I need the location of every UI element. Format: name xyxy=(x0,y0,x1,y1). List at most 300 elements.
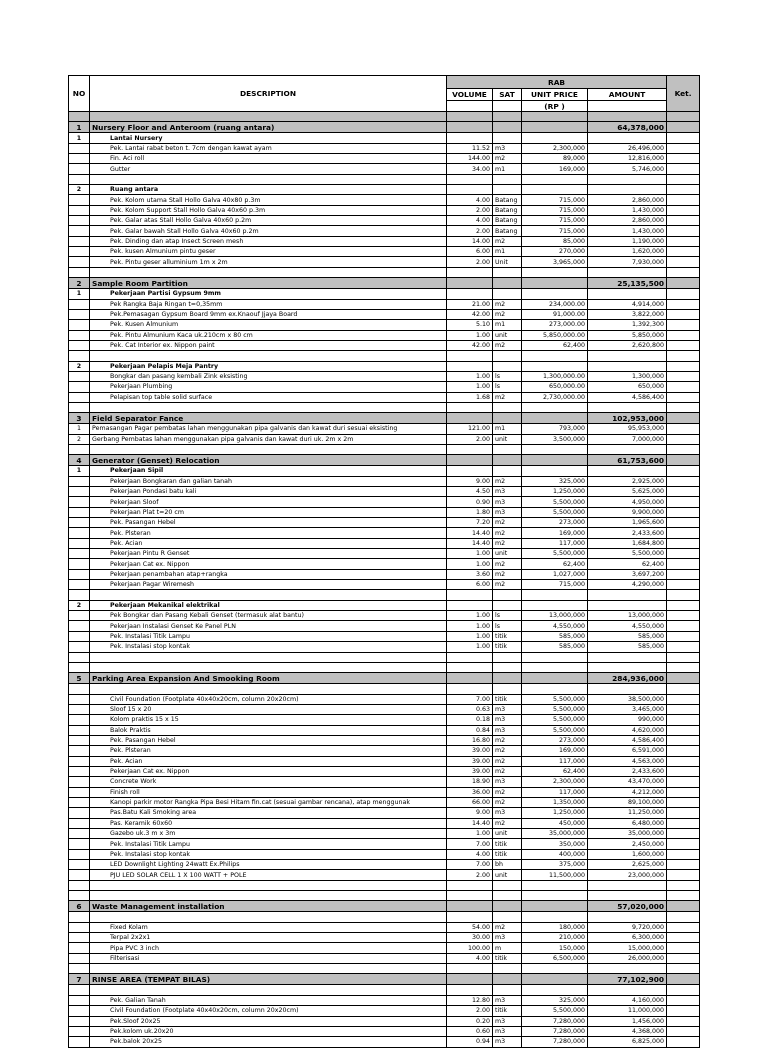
cell-amount: 26,000,000 xyxy=(588,953,667,963)
cell-no xyxy=(69,818,90,828)
section-row xyxy=(69,901,700,912)
cell-unit-price: 234,000.00 xyxy=(522,299,588,309)
cell-volume: 4.00 xyxy=(447,216,493,226)
cell-no xyxy=(69,735,90,745)
cell-description: Field Separator Fance xyxy=(90,413,447,424)
cell-amount: 1,190,000 xyxy=(588,236,667,246)
cell-sat: m3 xyxy=(493,1037,522,1047)
cell-volume: 100.00 xyxy=(447,943,493,953)
cell-amount: 3,465,000 xyxy=(588,704,667,714)
blank-row xyxy=(69,880,700,890)
cell-sat xyxy=(493,133,522,143)
cell-amount: 13,000,000 xyxy=(588,611,667,621)
cell-volume xyxy=(447,402,493,412)
cell-no xyxy=(69,340,90,350)
cell-amount: 1,430,000 xyxy=(588,205,667,215)
cell-ket xyxy=(667,684,700,694)
cell-unit-price xyxy=(522,985,588,995)
cell-sat: Batang xyxy=(493,226,522,236)
cell-volume: 0.60 xyxy=(447,1026,493,1036)
cell-ket xyxy=(667,476,700,486)
cell-unit-price xyxy=(522,684,588,694)
cell-unit-price: 1,300,000.00 xyxy=(522,371,588,381)
cell-volume: 34.00 xyxy=(447,164,493,174)
cell-amount xyxy=(588,133,667,143)
cell-ket xyxy=(667,226,700,236)
cell-unit-price: 793,000 xyxy=(522,424,588,434)
cell-volume: 1.00 xyxy=(447,631,493,641)
cell-no: 1 xyxy=(69,122,90,133)
cell-sat xyxy=(493,974,522,985)
cell-ket xyxy=(667,205,700,215)
cell-unit-price: 7,280,000 xyxy=(522,1026,588,1036)
col-no-header: NO xyxy=(69,76,90,112)
item-row xyxy=(69,839,700,849)
cell-amount: 25,135,500 xyxy=(588,278,667,289)
cell-unit-price: 13,000,000 xyxy=(522,611,588,621)
cell-sat: Batang xyxy=(493,216,522,226)
cell-description: Pekerjaan Sipil xyxy=(90,466,447,476)
cell-unit-price xyxy=(522,974,588,985)
cell-ket xyxy=(667,611,700,621)
cell-no xyxy=(69,756,90,766)
cell-volume xyxy=(447,912,493,922)
blank-row xyxy=(69,985,700,995)
cell-sat: m2 xyxy=(493,756,522,766)
cell-no xyxy=(69,964,90,974)
cell-no: 2 xyxy=(69,600,90,610)
cell-ket xyxy=(667,507,700,517)
cell-no xyxy=(69,330,90,340)
item-row xyxy=(69,518,700,528)
item-row xyxy=(69,1026,700,1036)
cell-ket xyxy=(667,371,700,381)
cell-description: Pek. Instalasi stop kontak xyxy=(90,849,447,859)
cell-sat xyxy=(493,351,522,361)
cell-description: Filterisasi xyxy=(90,953,447,963)
cell-amount: 4,563,000 xyxy=(588,756,667,766)
cell-volume: 144.00 xyxy=(447,154,493,164)
cell-ket xyxy=(667,704,700,714)
cell-unit-price xyxy=(522,174,588,184)
cell-sat: unit xyxy=(493,829,522,839)
cell-unit-price: 62,400 xyxy=(522,559,588,569)
cell-description: Finish roll xyxy=(90,787,447,797)
rab-table-body xyxy=(69,122,700,1047)
cell-amount xyxy=(588,652,667,662)
cell-sat xyxy=(493,174,522,184)
cell-description: LED Downlight Lighting 24watt Ex.Philips xyxy=(90,860,447,870)
cell-amount: 4,586,400 xyxy=(588,392,667,402)
cell-no: 1 xyxy=(69,133,90,143)
cell-volume: 121.00 xyxy=(447,424,493,434)
cell-volume: 54.00 xyxy=(447,922,493,932)
cell-unit-price xyxy=(522,673,588,684)
cell-unit-price xyxy=(522,600,588,610)
item-row xyxy=(69,943,700,953)
cell-no xyxy=(69,995,90,1005)
cell-amount: 1,300,000 xyxy=(588,371,667,381)
item-row xyxy=(69,559,700,569)
cell-amount: 4,290,000 xyxy=(588,580,667,590)
cell-no xyxy=(69,299,90,309)
cell-sat: titik xyxy=(493,839,522,849)
cell-amount: 4,368,000 xyxy=(588,1026,667,1036)
cell-description: Pek. Instalasi Titik Lampu xyxy=(90,839,447,849)
cell-sat: unit xyxy=(493,434,522,444)
cell-description: Pekerjaan Instalasi Genset Ke Panel PLN xyxy=(90,621,447,631)
cell-sat: bh xyxy=(493,860,522,870)
cell-no xyxy=(69,880,90,890)
cell-description xyxy=(90,964,447,974)
cell-amount: 1,620,000 xyxy=(588,247,667,257)
item-row xyxy=(69,487,700,497)
cell-ket xyxy=(667,1006,700,1016)
cell-sat: unit xyxy=(493,330,522,340)
cell-description: Pek. Dinding dan atap Insect Screen mesh xyxy=(90,236,447,246)
cell-amount xyxy=(588,267,667,277)
cell-volume: 1.00 xyxy=(447,330,493,340)
cell-unit-price xyxy=(522,267,588,277)
cell-sat: m2 xyxy=(493,236,522,246)
cell-no xyxy=(69,1016,90,1026)
cell-volume: 30.00 xyxy=(447,933,493,943)
cell-unit-price: 169,000 xyxy=(522,528,588,538)
cell-amount: 1,684,800 xyxy=(588,538,667,548)
cell-unit-price: 325,000 xyxy=(522,476,588,486)
cell-description: Pek. Pintu Almunium Kaca uk.210cm x 80 cm xyxy=(90,330,447,340)
cell-no xyxy=(69,226,90,236)
cell-amount: 4,160,000 xyxy=(588,995,667,1005)
cell-amount: 284,936,000 xyxy=(588,673,667,684)
cell-amount: 5,850,000 xyxy=(588,330,667,340)
cell-volume: 7.00 xyxy=(447,694,493,704)
cell-volume: 39.00 xyxy=(447,746,493,756)
cell-no xyxy=(69,829,90,839)
cell-volume: 39.00 xyxy=(447,766,493,776)
cell-amount xyxy=(588,880,667,890)
cell-ket xyxy=(667,518,700,528)
cell-no xyxy=(69,528,90,538)
cell-no xyxy=(69,715,90,725)
cell-ket xyxy=(667,590,700,600)
cell-ket xyxy=(667,621,700,631)
cell-ket xyxy=(667,289,700,299)
col-amount-header-sub xyxy=(588,101,667,112)
cell-unit-price: 117,000 xyxy=(522,787,588,797)
cell-no xyxy=(69,933,90,943)
cell-no xyxy=(69,507,90,517)
cell-volume: 36.00 xyxy=(447,787,493,797)
cell-amount: 990,000 xyxy=(588,715,667,725)
cell-description: Pek. Pintu geser alluminium 1m x 2m xyxy=(90,257,447,267)
item-row xyxy=(69,756,700,766)
cell-sat: titik xyxy=(493,849,522,859)
cell-sat xyxy=(493,662,522,672)
cell-description: Bongkar dan pasang kembali Zink eksisting xyxy=(90,371,447,381)
cell-amount: 12,816,000 xyxy=(588,154,667,164)
cell-unit-price: 85,000 xyxy=(522,236,588,246)
cell-amount: 1,600,000 xyxy=(588,849,667,859)
cell-volume xyxy=(447,985,493,995)
cell-unit-price xyxy=(522,466,588,476)
cell-ket xyxy=(667,392,700,402)
cell-unit-price: 1,027,000 xyxy=(522,569,588,579)
cell-sat: m2 xyxy=(493,766,522,776)
cell-description: Pekerjaan Plumbing xyxy=(90,382,447,392)
cell-amount: 102,953,000 xyxy=(588,413,667,424)
cell-ket xyxy=(667,953,700,963)
cell-amount xyxy=(588,351,667,361)
cell-description xyxy=(90,444,447,454)
section-row xyxy=(69,278,700,289)
cell-unit-price xyxy=(522,413,588,424)
cell-volume: 14.40 xyxy=(447,818,493,828)
cell-sat: titik xyxy=(493,694,522,704)
cell-description: Pekerjaan penambahan atap+rangka xyxy=(90,569,447,579)
cell-description: Ruang antara xyxy=(90,185,447,195)
cell-description: Gutter xyxy=(90,164,447,174)
cell-amount: 2,860,000 xyxy=(588,216,667,226)
rab-table xyxy=(68,75,700,1048)
cell-amount: 2,433,600 xyxy=(588,528,667,538)
cell-ket xyxy=(667,434,700,444)
cell-amount: 3,697,200 xyxy=(588,569,667,579)
cell-sat: m3 xyxy=(493,995,522,1005)
cell-ket xyxy=(667,424,700,434)
cell-amount xyxy=(588,985,667,995)
cell-unit-price: 210,000 xyxy=(522,933,588,943)
cell-volume: 2.00 xyxy=(447,434,493,444)
cell-volume: 42.00 xyxy=(447,340,493,350)
cell-no xyxy=(69,642,90,652)
cell-ket xyxy=(667,694,700,704)
cell-sat: m2 xyxy=(493,340,522,350)
cell-description: Waste Management installation xyxy=(90,901,447,912)
item-row xyxy=(69,497,700,507)
cell-ket xyxy=(667,829,700,839)
cell-unit-price: 5,500,000 xyxy=(522,694,588,704)
cell-volume: 2.00 xyxy=(447,205,493,215)
blank-row xyxy=(69,267,700,277)
item-row xyxy=(69,797,700,807)
cell-no xyxy=(69,704,90,714)
cell-sat xyxy=(493,455,522,466)
cell-ket xyxy=(667,839,700,849)
item-row xyxy=(69,257,700,267)
section-row xyxy=(69,974,700,985)
cell-sat xyxy=(493,413,522,424)
cell-ket xyxy=(667,580,700,590)
cell-sat: m3 xyxy=(493,777,522,787)
cell-no: 4 xyxy=(69,455,90,466)
item-row xyxy=(69,299,700,309)
cell-description: Pek. Kolom Support Stall Hollo Galva 40x60 p.3m xyxy=(90,205,447,215)
cell-no xyxy=(69,195,90,205)
cell-ket xyxy=(667,860,700,870)
cell-ket xyxy=(667,985,700,995)
cell-ket xyxy=(667,735,700,745)
cell-sat: m2 xyxy=(493,787,522,797)
cell-description: Pek. Galar atas Stall Hollo Galva 40x60 p.2m xyxy=(90,216,447,226)
cell-ket xyxy=(667,164,700,174)
cell-unit-price xyxy=(522,652,588,662)
item-row xyxy=(69,642,700,652)
cell-amount: 3,822,000 xyxy=(588,309,667,319)
cell-ket xyxy=(667,933,700,943)
cell-volume xyxy=(447,455,493,466)
cell-amount xyxy=(588,361,667,371)
cell-amount xyxy=(588,466,667,476)
cell-no xyxy=(69,580,90,590)
item-row xyxy=(69,226,700,236)
cell-sat xyxy=(493,964,522,974)
cell-ket xyxy=(667,756,700,766)
cell-volume xyxy=(447,974,493,985)
cell-unit-price xyxy=(522,289,588,299)
cell-description xyxy=(90,985,447,995)
cell-unit-price: 169,000 xyxy=(522,164,588,174)
cell-ket xyxy=(667,361,700,371)
cell-volume xyxy=(447,891,493,901)
cell-volume: 7.20 xyxy=(447,518,493,528)
col-volume-header-sub xyxy=(447,101,493,112)
cell-unit-price xyxy=(522,185,588,195)
cell-sat xyxy=(493,466,522,476)
cell-unit-price: 62,400 xyxy=(522,766,588,776)
cell-description: Pekerjaan Cat ex. Nippon xyxy=(90,559,447,569)
cell-unit-price: 6,500,000 xyxy=(522,953,588,963)
cell-description: Pekerjaan Pintu R Genset xyxy=(90,549,447,559)
cell-amount xyxy=(588,600,667,610)
cell-volume: 5.10 xyxy=(447,320,493,330)
item-row xyxy=(69,849,700,859)
cell-amount: 5,500,000 xyxy=(588,549,667,559)
cell-description: Kanopi parkir motor Rangka Pipa Besi Hitam fin.cat (sesuai gambar rencana), atap menggunak xyxy=(90,797,447,807)
cell-volume: 1.00 xyxy=(447,621,493,631)
cell-no xyxy=(69,402,90,412)
cell-unit-price: 273,000.00 xyxy=(522,320,588,330)
cell-ket xyxy=(667,777,700,787)
cell-unit-price: 62,400 xyxy=(522,340,588,350)
cell-amount xyxy=(588,402,667,412)
cell-amount: 6,825,000 xyxy=(588,1037,667,1047)
cell-amount: 62,400 xyxy=(588,559,667,569)
item-row xyxy=(69,538,700,548)
item-row xyxy=(69,216,700,226)
cell-unit-price xyxy=(522,444,588,454)
cell-ket xyxy=(667,559,700,569)
subsection-row xyxy=(69,289,700,299)
cell-amount: 7,000,000 xyxy=(588,434,667,444)
cell-volume: 0.84 xyxy=(447,725,493,735)
cell-description: Pek. Cat Interior ex. Nippon paint xyxy=(90,340,447,350)
cell-description: Pek. Galar bawah Stall Hollo Galva 40x60 p.2m xyxy=(90,226,447,236)
cell-unit-price: 5,850,000.00 xyxy=(522,330,588,340)
cell-amount xyxy=(588,174,667,184)
cell-description: Concrete Work xyxy=(90,777,447,787)
cell-ket xyxy=(667,330,700,340)
cell-volume xyxy=(447,278,493,289)
cell-unit-price: 7,280,000 xyxy=(522,1016,588,1026)
cell-volume: 4.00 xyxy=(447,195,493,205)
cell-sat: m2 xyxy=(493,746,522,756)
cell-description: Fin. Aci roll xyxy=(90,154,447,164)
cell-unit-price: 5,500,000 xyxy=(522,704,588,714)
cell-description: Gerbang Pembatas lahan menggunakan pipa galvanis dan kawat duri uk. 2m x 2m xyxy=(90,434,447,444)
cell-sat: m2 xyxy=(493,797,522,807)
cell-no xyxy=(69,611,90,621)
cell-amount xyxy=(588,912,667,922)
cell-volume: 2.00 xyxy=(447,1006,493,1016)
cell-ket xyxy=(667,382,700,392)
cell-unit-price xyxy=(522,891,588,901)
cell-unit-price xyxy=(522,361,588,371)
cell-volume: 6.00 xyxy=(447,580,493,590)
cell-ket xyxy=(667,549,700,559)
cell-sat xyxy=(493,891,522,901)
cell-ket xyxy=(667,569,700,579)
cell-sat xyxy=(493,590,522,600)
cell-sat xyxy=(493,267,522,277)
cell-description xyxy=(90,891,447,901)
cell-ket xyxy=(667,185,700,195)
cell-volume: 66.00 xyxy=(447,797,493,807)
cell-description: Pek.Sloof 20x25 xyxy=(90,1016,447,1026)
item-row xyxy=(69,236,700,246)
cell-volume: 1.00 xyxy=(447,549,493,559)
cell-description: Pek. Pasangan Hebel xyxy=(90,735,447,745)
cell-sat: unit xyxy=(493,870,522,880)
cell-description: Pek. Pasangan Hebel xyxy=(90,518,447,528)
item-row xyxy=(69,808,700,818)
cell-ket xyxy=(667,340,700,350)
blank-row xyxy=(69,912,700,922)
cell-unit-price: 7,280,000 xyxy=(522,1037,588,1047)
cell-unit-price: 5,500,000 xyxy=(522,497,588,507)
cell-no xyxy=(69,746,90,756)
cell-description: Sample Room Partition xyxy=(90,278,447,289)
cell-description: Balok Praktis xyxy=(90,725,447,735)
cell-sat xyxy=(493,673,522,684)
blank-row xyxy=(69,174,700,184)
cell-amount: 6,480,000 xyxy=(588,818,667,828)
cell-no xyxy=(69,849,90,859)
cell-unit-price xyxy=(522,964,588,974)
cell-ket xyxy=(667,267,700,277)
cell-volume: 16.80 xyxy=(447,735,493,745)
cell-no xyxy=(69,205,90,215)
cell-volume: 39.00 xyxy=(447,756,493,766)
cell-ket xyxy=(667,236,700,246)
subsection-row xyxy=(69,466,700,476)
cell-unit-price: 273,000 xyxy=(522,518,588,528)
cell-amount: 4,212,000 xyxy=(588,787,667,797)
cell-description: Sloof 15 x 20 xyxy=(90,704,447,714)
cell-volume: 42.00 xyxy=(447,309,493,319)
cell-volume xyxy=(447,444,493,454)
cell-sat xyxy=(493,684,522,694)
cell-description: Pas. Keramik 60x60 xyxy=(90,818,447,828)
cell-sat: m2 xyxy=(493,922,522,932)
cell-ket xyxy=(667,257,700,267)
cell-unit-price xyxy=(522,278,588,289)
cell-sat: m xyxy=(493,943,522,953)
cell-no xyxy=(69,247,90,257)
cell-sat: m2 xyxy=(493,559,522,569)
cell-volume: 4.50 xyxy=(447,487,493,497)
cell-description: Pek. kusen Almunium pintu geser xyxy=(90,247,447,257)
